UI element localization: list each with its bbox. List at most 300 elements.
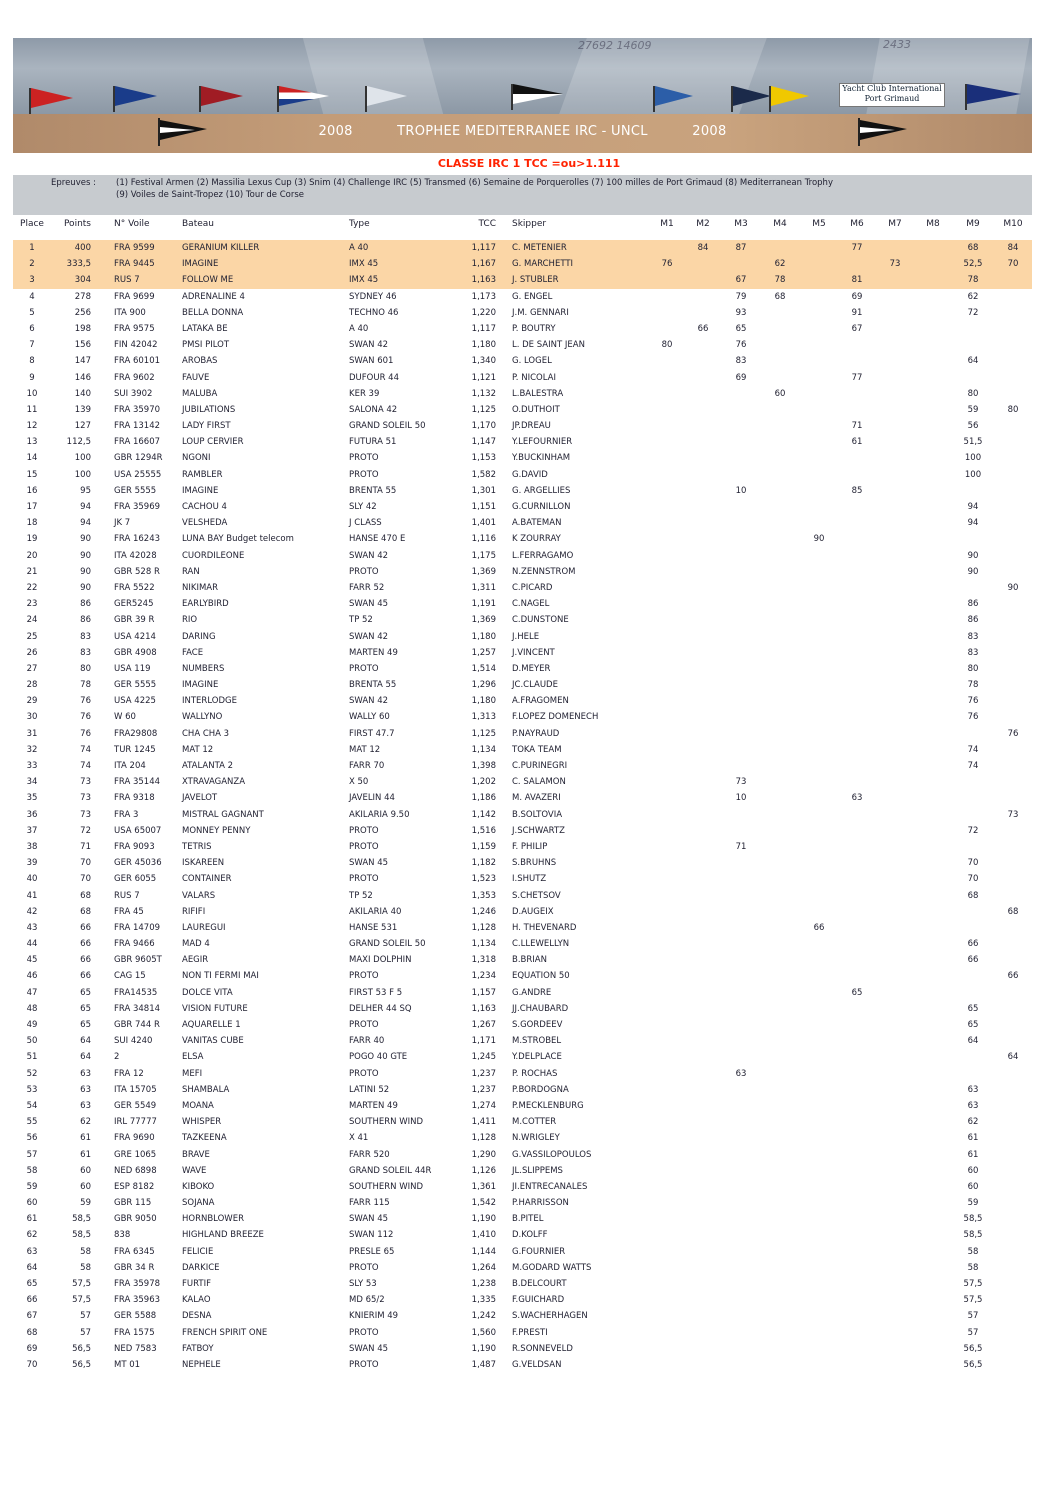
boat-name-cell: LADY FIRST — [182, 421, 231, 432]
m9-cell: 64 — [967, 356, 979, 367]
boat-name-cell: MOANA — [182, 1100, 214, 1111]
sail-number-cell: FRA 14709 — [114, 922, 161, 933]
boat-type-cell: SWAN 45 — [349, 1343, 389, 1354]
sail-number-cell: FRA14535 — [114, 987, 158, 998]
boat-name-cell: MEFI — [182, 1068, 203, 1079]
boat-name-cell: VELSHEDA — [182, 518, 228, 529]
boat-name-cell: RIFIFI — [182, 906, 206, 917]
sail-number-cell: USA 65007 — [114, 825, 162, 836]
boat-name-cell: FELICIE — [182, 1246, 214, 1257]
boat-name-cell: BRAVE — [182, 1149, 210, 1160]
boat-type-cell: MAXI DOLPHIN — [349, 955, 412, 966]
tcc-cell: 1,163 — [471, 1003, 496, 1014]
points-cell: 66 — [80, 922, 91, 933]
place-cell: 46 — [26, 971, 38, 982]
table-row — [13, 920, 1032, 936]
column-header: N° Voile — [114, 219, 150, 229]
m10-cell: 76 — [1007, 728, 1019, 739]
m9-cell: 90 — [967, 550, 979, 561]
tcc-cell: 1,582 — [471, 469, 496, 480]
tcc-cell: 1,125 — [471, 728, 496, 739]
points-cell: 100 — [74, 469, 91, 480]
table-row — [13, 790, 1032, 806]
class-heading: CLASSE IRC 1 TCC =ou>1.111 — [437, 157, 621, 170]
skipper-cell: J.M. GENNARI — [512, 307, 569, 318]
place-cell: 22 — [26, 582, 38, 593]
m9-cell: 57 — [967, 1327, 979, 1338]
place-cell: 13 — [26, 437, 38, 448]
sail-number-cell: NED 6898 — [114, 1165, 157, 1176]
sail-number-cell: FRA 35978 — [114, 1279, 161, 1289]
boat-name-cell: WAVE — [182, 1165, 207, 1176]
column-header: Place — [20, 219, 44, 229]
tcc-cell: 1,313 — [471, 712, 496, 723]
table-row — [13, 1292, 1032, 1308]
skipper-cell: G.CURNILLON — [512, 502, 571, 512]
table-row — [13, 240, 1032, 256]
points-cell: 86 — [80, 615, 91, 626]
table-row — [13, 337, 1032, 353]
tcc-cell: 1,153 — [471, 453, 496, 464]
points-cell: 65 — [80, 987, 91, 998]
sail-number-cell: FRA 35970 — [114, 404, 161, 415]
points-cell: 76 — [80, 728, 91, 739]
points-cell: 60 — [80, 1181, 91, 1192]
boat-name-cell: ATALANTA 2 — [182, 761, 234, 771]
m3-cell: 71 — [735, 841, 747, 852]
tcc-cell: 1,182 — [471, 858, 496, 869]
skipper-cell: C.DUNSTONE — [512, 615, 569, 626]
tcc-cell: 1,186 — [471, 793, 496, 804]
skipper-cell: F.PRESTI — [512, 1327, 548, 1338]
points-cell: 58,5 — [72, 1230, 91, 1241]
tcc-cell: 1,398 — [471, 761, 496, 771]
boat-name-cell: DOLCE VITA — [182, 987, 233, 998]
sail-number-cell: USA 25555 — [114, 469, 162, 480]
place-cell: 69 — [26, 1343, 38, 1354]
table-row — [13, 952, 1032, 968]
sail-number-cell: FRA 60101 — [114, 356, 161, 367]
m3-cell: 65 — [735, 323, 747, 334]
table-row — [13, 774, 1032, 790]
skipper-cell: JJ.CHAUBARD — [512, 1003, 569, 1014]
m9-cell: 60 — [967, 1165, 979, 1176]
boat-type-cell: SLY 53 — [349, 1279, 377, 1289]
tcc-cell: 1,116 — [471, 534, 496, 545]
title-year-right: 2008 — [692, 124, 727, 139]
sail-number-cell: FRA 5522 — [114, 582, 155, 593]
boat-type-cell: WALLY 60 — [349, 712, 390, 723]
boat-name-cell: ELSA — [182, 1052, 204, 1063]
m9-cell: 58 — [967, 1246, 979, 1257]
tcc-cell: 1,361 — [471, 1181, 496, 1192]
points-cell: 73 — [80, 793, 91, 804]
skipper-cell: S.BRUHNS — [512, 858, 557, 869]
m9-cell: 63 — [967, 1100, 979, 1111]
title-text: TROPHEE MEDITERRANEE IRC - UNCL — [397, 124, 648, 139]
place-cell: 54 — [26, 1100, 38, 1111]
points-cell: 66 — [80, 939, 91, 950]
place-cell: 1 — [29, 243, 35, 253]
boat-type-cell: TP 52 — [349, 615, 373, 626]
tcc-cell: 1,401 — [471, 518, 496, 529]
points-cell: 64 — [80, 1036, 91, 1047]
m3-cell: 10 — [735, 485, 747, 496]
skipper-cell: A.FRAGOMEN — [512, 696, 569, 707]
boat-type-cell: PROTO — [349, 1068, 379, 1079]
skipper-cell: EQUATION 50 — [512, 971, 570, 982]
boat-name-cell: VALARS — [182, 890, 216, 901]
boat-type-cell: PROTO — [349, 971, 379, 982]
m9-cell: 74 — [967, 761, 979, 771]
skipper-cell: B.PITEL — [512, 1214, 544, 1225]
boat-type-cell: TP 52 — [349, 890, 373, 901]
table-row — [13, 1114, 1032, 1130]
column-header: M4 — [773, 219, 787, 229]
tcc-cell: 1,144 — [471, 1246, 496, 1257]
column-header: M8 — [926, 219, 940, 229]
place-cell: 31 — [26, 728, 38, 739]
sail-number-cell: FRA 34814 — [114, 1003, 161, 1014]
boat-type-cell: X 50 — [349, 777, 369, 788]
m6-cell: 85 — [851, 485, 863, 496]
tcc-cell: 1,560 — [471, 1327, 496, 1338]
points-cell: 68 — [80, 906, 91, 917]
column-header: M1 — [660, 219, 674, 229]
m4-cell: 62 — [774, 259, 786, 270]
skipper-cell: M.GODARD WATTS — [512, 1262, 592, 1273]
m9-cell: 58,5 — [963, 1214, 983, 1225]
skipper-cell: G. ARGELLIES — [512, 485, 571, 496]
points-cell: 61 — [80, 1149, 91, 1160]
sail-number-cell: USA 4225 — [114, 696, 156, 707]
points-cell: 59 — [80, 1198, 91, 1209]
boat-type-cell: FIRST 53 F 5 — [349, 987, 403, 998]
sail-number-cell: FIN 42042 — [114, 340, 158, 351]
table-row — [13, 612, 1032, 628]
table-row — [13, 807, 1032, 823]
skipper-cell: G.VELDSAN — [512, 1359, 562, 1370]
boat-name-cell: WHISPER — [182, 1117, 222, 1128]
table-row — [13, 839, 1032, 855]
sail-number-cell: FRA 3 — [114, 809, 139, 820]
skipper-cell: F.LOPEZ DOMENECH — [512, 712, 599, 723]
boat-name-cell: DARKICE — [182, 1262, 220, 1273]
skipper-cell: D.MEYER — [512, 663, 551, 674]
sail-number-cell: FRA 35969 — [114, 502, 161, 512]
boat-name-cell: ADRENALINE 4 — [182, 291, 245, 302]
m9-cell: 68 — [967, 243, 979, 253]
boat-name-cell: FURTIF — [182, 1279, 211, 1289]
place-cell: 68 — [26, 1327, 38, 1338]
points-cell: 65 — [80, 1003, 91, 1014]
table-row — [13, 1163, 1032, 1179]
skipper-cell: JP.DREAU — [512, 421, 551, 432]
tcc-cell: 1,369 — [471, 615, 496, 626]
place-cell: 8 — [29, 356, 35, 367]
boat-type-cell: FARR 52 — [349, 582, 385, 593]
skipper-cell: B.DELCOURT — [512, 1279, 567, 1289]
sail-number-cell: GBR 4908 — [114, 647, 157, 658]
m9-cell: 72 — [967, 825, 979, 836]
m6-cell: 77 — [851, 372, 863, 383]
table-row — [13, 1049, 1032, 1065]
m9-cell: 61 — [967, 1149, 979, 1160]
place-cell: 7 — [29, 340, 35, 351]
skipper-cell: P. NICOLAI — [512, 372, 556, 383]
place-cell: 55 — [26, 1117, 38, 1128]
boat-type-cell: SWAN 45 — [349, 599, 389, 610]
table-row — [13, 305, 1032, 321]
sail-number-cell: FRA 9445 — [114, 259, 155, 270]
sail-number-cell: FRA 9318 — [114, 793, 155, 804]
column-header: M10 — [1003, 219, 1023, 229]
place-cell: 42 — [26, 906, 38, 917]
points-cell: 70 — [80, 858, 91, 869]
place-cell: 37 — [26, 825, 38, 836]
boat-type-cell: PRESLE 65 — [349, 1246, 395, 1257]
sail-number-cell: FRA 45 — [114, 906, 144, 917]
boat-type-cell: FUTURA 51 — [349, 437, 397, 448]
tcc-cell: 1,190 — [471, 1214, 496, 1225]
skipper-cell: L.BALESTRA — [512, 388, 564, 399]
boat-type-cell: PROTO — [349, 469, 379, 480]
sail-number-cell: GBR 744 R — [114, 1020, 160, 1030]
tcc-cell: 1,296 — [471, 680, 496, 691]
m7-cell: 73 — [889, 259, 901, 270]
skipper-cell: J.SCHWARTZ — [512, 825, 565, 836]
sail-number-cell: W 60 — [114, 712, 136, 723]
skipper-cell: N.WRIGLEY — [512, 1133, 560, 1144]
boat-name-cell: LATAKA BE — [182, 323, 228, 334]
sail-number-cell: FRA 35963 — [114, 1295, 161, 1306]
points-cell: 90 — [80, 534, 91, 545]
boat-name-cell: DESNA — [182, 1311, 212, 1322]
sail-number-cell: JK 7 — [114, 518, 131, 529]
points-cell: 63 — [80, 1084, 91, 1095]
place-cell: 11 — [26, 404, 38, 415]
boat-name-cell: CONTAINER — [182, 874, 232, 885]
m9-cell: 59 — [967, 1198, 979, 1209]
boat-type-cell: PROTO — [349, 1327, 379, 1338]
tcc-cell: 1,134 — [471, 744, 496, 755]
tcc-cell: 1,353 — [471, 890, 496, 901]
table-row — [13, 386, 1032, 402]
sail-number-cell: GER 45036 — [114, 858, 162, 869]
column-header: Bateau — [182, 219, 214, 229]
boat-name-cell: NEPHELE — [182, 1359, 221, 1370]
boat-name-cell: INTERLODGE — [182, 696, 237, 707]
skipper-cell: S.CHETSOV — [512, 890, 561, 901]
skipper-cell: B.SOLTOVIA — [512, 809, 563, 820]
boat-type-cell: FARR 115 — [349, 1198, 390, 1209]
points-cell: 90 — [80, 582, 91, 593]
points-cell: 112,5 — [66, 437, 91, 448]
boat-type-cell: A 40 — [349, 243, 369, 253]
tcc-cell: 1,173 — [471, 291, 496, 302]
place-cell: 20 — [26, 550, 38, 561]
m9-cell: 56 — [967, 421, 979, 432]
m9-cell: 94 — [967, 502, 979, 512]
boat-type-cell: GRAND SOLEIL 50 — [349, 939, 426, 950]
boat-name-cell: HORNBLOWER — [182, 1214, 244, 1225]
boat-type-cell: SWAN 42 — [349, 631, 389, 642]
sail-number-cell: RUS 7 — [114, 275, 140, 286]
place-cell: 2 — [29, 259, 35, 270]
boat-type-cell: PROTO — [349, 1262, 379, 1273]
boat-name-cell: CACHOU 4 — [182, 502, 227, 512]
boat-name-cell: FATBOY — [182, 1343, 214, 1354]
points-cell: 304 — [74, 275, 91, 286]
tcc-cell: 1,237 — [471, 1084, 496, 1095]
m9-cell: 57,5 — [963, 1295, 983, 1306]
m4-cell: 68 — [774, 291, 786, 302]
table-row — [13, 402, 1032, 418]
column-header: TCC — [478, 219, 496, 229]
place-cell: 5 — [29, 307, 35, 318]
table-row — [13, 499, 1032, 515]
tcc-cell: 1,117 — [471, 323, 496, 334]
place-cell: 40 — [26, 874, 38, 885]
table-row — [13, 758, 1032, 774]
table-row — [13, 483, 1032, 499]
table-row — [13, 709, 1032, 725]
yacht-club-location: Port Grimaud — [864, 94, 920, 103]
skipper-cell: P.NAYRAUD — [512, 728, 560, 739]
place-cell: 18 — [26, 518, 38, 529]
place-cell: 41 — [26, 890, 38, 901]
skipper-cell: P.HARRISSON — [512, 1198, 569, 1209]
tcc-cell: 1,514 — [471, 663, 496, 674]
table-row — [13, 904, 1032, 920]
skipper-cell: H. THEVENARD — [512, 922, 577, 933]
table-row — [13, 1357, 1032, 1373]
boat-name-cell: NON TI FERMI MAI — [182, 971, 259, 982]
place-cell: 16 — [26, 485, 38, 496]
table-row — [13, 629, 1032, 645]
table-row — [13, 888, 1032, 904]
table-row — [13, 1260, 1032, 1276]
m6-cell: 61 — [851, 437, 863, 448]
sail-number-cell: GER 5555 — [114, 485, 157, 496]
m3-cell: 79 — [735, 291, 747, 302]
points-cell: 86 — [80, 599, 91, 610]
tcc-cell: 1,128 — [471, 1133, 496, 1144]
place-cell: 29 — [26, 696, 38, 707]
m9-cell: 83 — [967, 631, 979, 642]
title-band — [13, 114, 1032, 153]
yacht-club-name: Yacht Club International — [842, 84, 942, 93]
points-cell: 63 — [80, 1068, 91, 1079]
place-cell: 56 — [26, 1133, 38, 1144]
points-cell: 68 — [80, 890, 91, 901]
tcc-cell: 1,238 — [471, 1279, 496, 1289]
place-cell: 53 — [26, 1084, 38, 1095]
m9-cell: 72 — [967, 307, 979, 318]
boat-type-cell: MARTEN 49 — [349, 1100, 398, 1111]
points-cell: 140 — [74, 388, 91, 399]
m4-cell: 78 — [774, 275, 786, 286]
points-cell: 65 — [80, 1020, 91, 1030]
points-cell: 62 — [80, 1117, 91, 1128]
tcc-cell: 1,159 — [471, 841, 496, 852]
m10-cell: 66 — [1007, 971, 1019, 982]
points-cell: 58,5 — [72, 1214, 91, 1225]
boat-name-cell: HIGHLAND BREEZE — [182, 1230, 264, 1241]
skipper-cell: G.FOURNIER — [512, 1246, 566, 1257]
place-cell: 26 — [26, 647, 38, 658]
skipper-cell: C.PURINEGRI — [512, 761, 568, 771]
sail-number-cell: RUS 7 — [114, 890, 140, 901]
tcc-cell: 1,234 — [471, 971, 496, 982]
boat-name-cell: CHA CHA 3 — [182, 728, 230, 739]
place-cell: 47 — [26, 987, 38, 998]
boat-name-cell: FRENCH SPIRIT ONE — [182, 1327, 268, 1338]
skipper-cell: A.BATEMAN — [512, 518, 562, 529]
m2-cell: 84 — [697, 243, 709, 253]
skipper-cell: C.LLEWELLYN — [512, 939, 570, 950]
m9-cell: 74 — [967, 744, 979, 755]
skipper-cell: P. ROCHAS — [512, 1068, 558, 1079]
boat-name-cell: TETRIS — [182, 841, 212, 852]
points-cell: 94 — [80, 518, 91, 529]
boat-type-cell: PROTO — [349, 874, 379, 885]
m6-cell: 67 — [851, 323, 863, 334]
m10-cell: 73 — [1007, 809, 1019, 820]
tcc-cell: 1,516 — [471, 825, 496, 836]
events-line: (1) Festival Armen (2) Massilia Lexus Cup (3) Snim (4) Challenge IRC (5) Transmed (6) Semaine de Porquerolles (7) 100 milles de Port Grimaud (8) Mediterranean Trophy — [116, 178, 833, 188]
m9-cell: 100 — [964, 453, 982, 464]
m10-cell: 64 — [1007, 1052, 1019, 1063]
table-row — [13, 1195, 1032, 1211]
m3-cell: 87 — [735, 243, 747, 253]
sail-number-cell: GER 5588 — [114, 1311, 157, 1322]
tcc-cell: 1,369 — [471, 566, 496, 577]
place-cell: 51 — [26, 1052, 38, 1063]
m6-cell: 63 — [851, 793, 863, 804]
events-line: (9) Voiles de Saint-Tropez (10) Tour de Corse — [116, 190, 305, 200]
sail-number: 27692 14609 — [578, 39, 652, 52]
m9-cell: 61 — [967, 1133, 979, 1144]
table-row — [13, 1341, 1032, 1357]
sail-number-cell: FRA 9575 — [114, 323, 155, 334]
m1-cell: 76 — [661, 259, 673, 270]
m6-cell: 77 — [851, 243, 863, 253]
points-cell: 95 — [80, 485, 91, 496]
sail-number-cell: MT 01 — [114, 1359, 141, 1370]
skipper-cell: D.KOLFF — [512, 1230, 548, 1241]
table-row — [13, 936, 1032, 952]
column-header: Skipper — [512, 219, 547, 229]
points-cell: 333,5 — [66, 259, 91, 270]
place-cell: 58 — [26, 1165, 38, 1176]
boat-type-cell: SWAN 45 — [349, 858, 389, 869]
m10-cell: 90 — [1007, 582, 1019, 593]
sail-number-cell: FRA 9093 — [114, 841, 155, 852]
table-row — [13, 823, 1032, 839]
boat-type-cell: BRENTA 55 — [349, 485, 397, 496]
boat-type-cell: J CLASS — [349, 518, 382, 529]
table-row — [13, 1130, 1032, 1146]
tcc-cell: 1,237 — [471, 1068, 496, 1079]
points-cell: 58 — [80, 1262, 91, 1273]
tcc-cell: 1,171 — [471, 1036, 496, 1047]
boat-name-cell: RIO — [182, 615, 198, 626]
m9-cell: 80 — [967, 663, 979, 674]
m9-cell: 76 — [967, 712, 979, 723]
skipper-cell: F.GUICHARD — [512, 1295, 565, 1306]
boat-name-cell: SHAMBALA — [182, 1084, 230, 1095]
